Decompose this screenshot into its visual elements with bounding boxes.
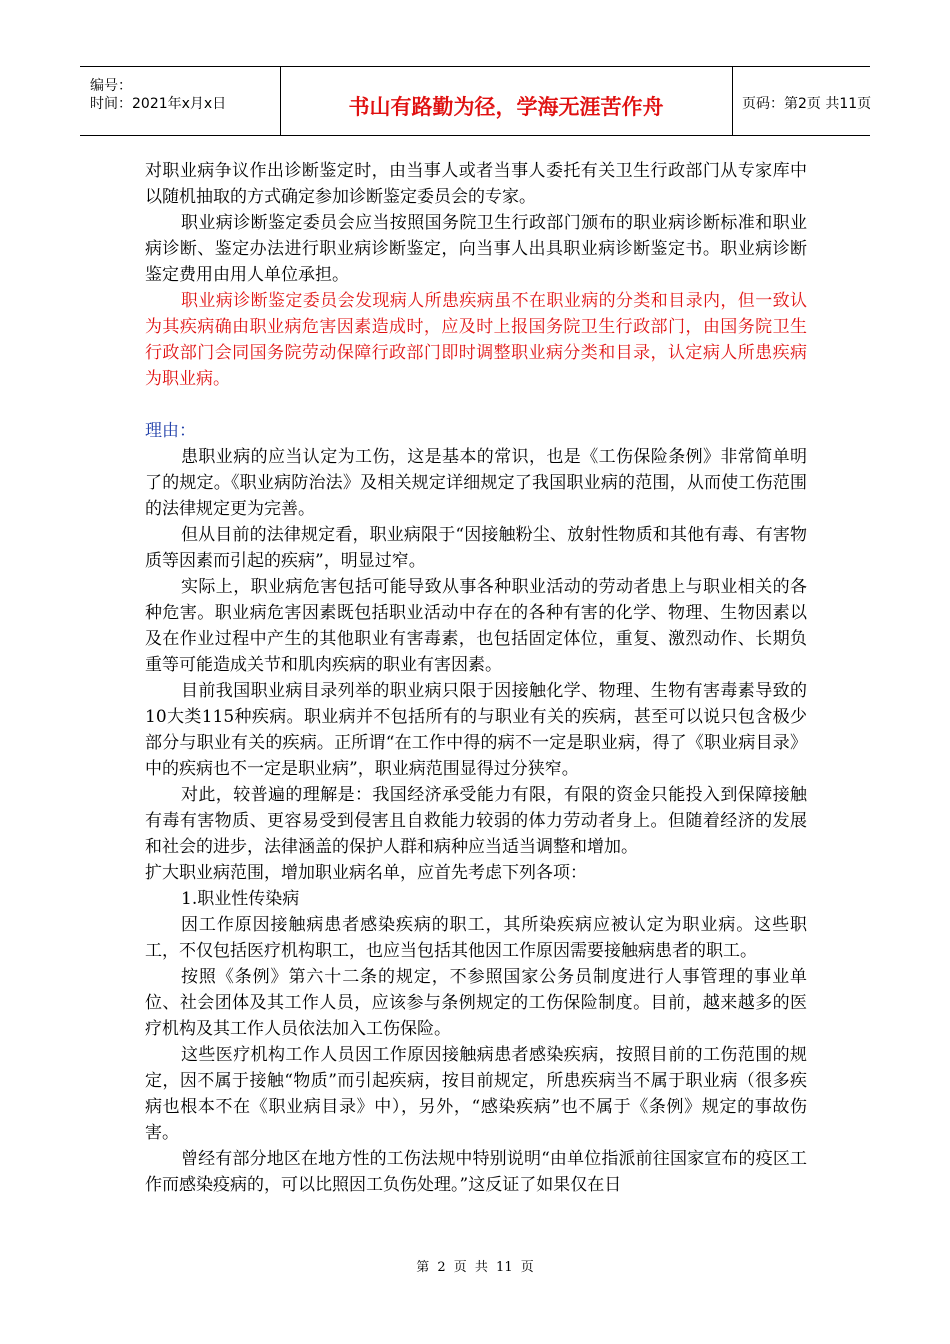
- reason-heading: 理由：: [145, 421, 196, 441]
- time-label: 时间：2021年x月x日: [90, 96, 227, 112]
- paragraph-gap: [145, 392, 807, 418]
- paragraph: 职业病诊断鉴定委员会应当按照国务院卫生行政部门颁布的职业病诊断标准和职业病诊断、鉴定办法进行职业病诊断鉴定，向当事人出具职业病诊断鉴定书。职业病诊断鉴定费用由用人单位承担。: [145, 213, 807, 285]
- header-info-cell: [80, 67, 281, 135]
- paragraph: 这些医疗机构工作人员因工作原因接触病患者感染疾病，按照目前的工伤范围的规定，因不属于接触“物质”而引起疾病，按目前规定，所患疾病当不属于职业病（很多疾病也根本不在《职业病目录》中），另外，“感染疾病”也不属于《条例》规定的事故伤害。: [145, 1045, 807, 1143]
- page-label: 页码：第2页 共11页: [742, 96, 872, 112]
- paragraph: 因工作原因接触病患者感染疾病的职工，其所染疾病应被认定为职业病。这些职工，不仅包括医疗机构职工，也应当包括其他因工作原因需要接触病患者的职工。: [145, 915, 807, 961]
- motto-text: 书山有路勤为径，学海无涯苦作舟: [348, 95, 664, 119]
- paragraph: 实际上，职业病危害包括可能导致从事各种职业活动的劳动者患上与职业相关的各种危害。职业病危害因素既包括职业活动中存在的各种有害的化学、物理、生物因素以及在作业过程中产生的其他职业有害毒素，也包括固定体位，重复、激烈动作、长期负重等可能造成关节和肌肉疾病的职业有害因素。: [145, 577, 807, 675]
- paragraph: 扩大职业病范围，增加职业病名单，应首先考虑下列各项：: [145, 863, 587, 883]
- highlighted-paragraph: 职业病诊断鉴定委员会发现病人所患疾病虽不在职业病的分类和目录内，但一致认为其疾病确由职业病危害因素造成时，应及时上报国务院卫生行政部门，由国务院卫生行政部门会同国务院劳动保障行政部门即时调整职业病分类和目录，认定病人所患疾病为职业病。: [145, 291, 807, 389]
- paragraph: 对职业病争议作出诊断鉴定时，由当事人或者当事人委托有关卫生行政部门从专家库中以随机抽取的方式确定参加诊断鉴定委员会的专家。: [145, 161, 807, 207]
- paragraph: 按照《条例》第六十二条的规定，不参照国家公务员制度进行人事管理的事业单位、社会团体及其工作人员，应该参与条例规定的工伤保险制度。目前，越来越多的医疗机构及其工作人员依法加入工伤保险。: [145, 967, 807, 1039]
- page-footer: 第 2 页 共 11 页: [416, 1260, 534, 1275]
- number-label: 编号：: [90, 78, 132, 94]
- paragraph: 患职业病的应当认定为工伤，这是基本的常识，也是《工伤保险条例》非常简单明了的规定。《职业病防治法》及相关规定详细规定了我国职业病的范围，从而使工伤范围的法律规定更为完善。: [145, 447, 807, 519]
- paragraph: 曾经有部分地区在地方性的工伤法规中特别说明“由单位指派前往国家宣布的疫区工作而感染疫病的，可以比照因工负伤处理。”这反证了如果仅在日: [145, 1149, 807, 1195]
- paragraph: 但从目前的法律规定看，职业病限于“因接触粉尘、放射性物质和其他有毒、有害物质等因素而引起的疾病”，明显过窄。: [145, 525, 807, 571]
- page-header: [80, 66, 870, 136]
- paragraph: 对此，较普遍的理解是：我国经济承受能力有限，有限的资金只能投入到保障接触有毒有害物质、更容易受到侵害且自救能力较弱的体力劳动者身上。但随着经济的发展和社会的进步，法律涵盖的保护人群和病种应当适当调整和增加。: [145, 785, 807, 857]
- section-item-heading: 1.职业性传染病: [181, 889, 300, 909]
- header-page-cell: [732, 67, 870, 135]
- document-body: [145, 158, 807, 1198]
- header-motto-cell: [280, 67, 733, 135]
- paragraph: 目前我国职业病目录列举的职业病只限于因接触化学、物理、生物有害毒素导致的10大类115种疾病。职业病并不包括所有的与职业有关的疾病，甚至可以说只包含极少部分与职业有关的疾病。正所谓“在工作中得的病不一定是职业病，得了《职业病目录》中的疾病也不一定是职业病”，职业病范围显得过分狭窄。: [145, 681, 807, 779]
